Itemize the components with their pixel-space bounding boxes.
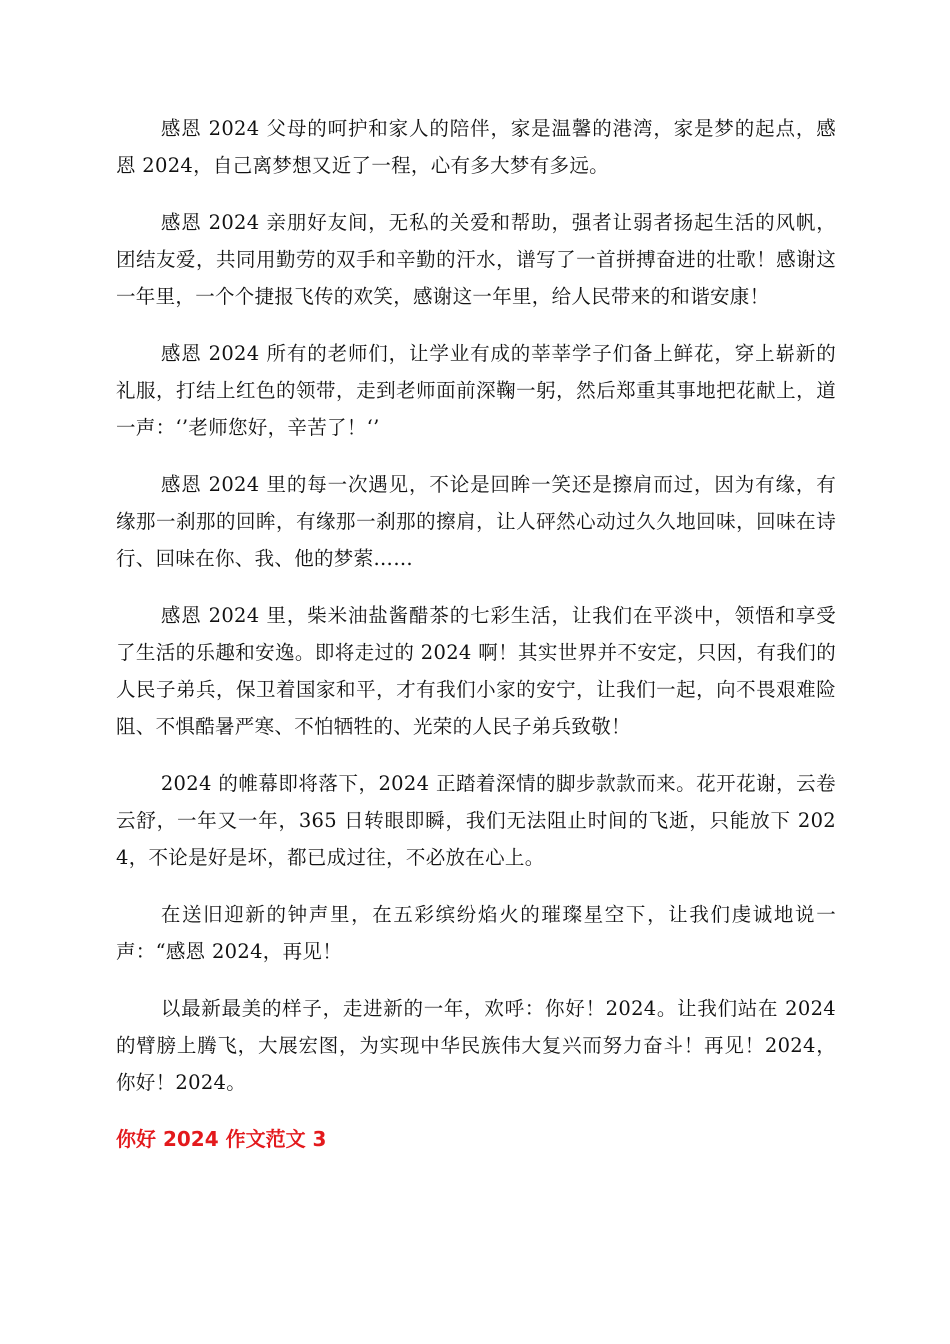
paragraph-1: 感恩 2024 父母的呵护和家人的陪伴，家是温馨的港湾，家是梦的起点，感恩 2024，自己离梦想又近了一程，心有多大梦有多远。 xyxy=(116,117,836,177)
paragraph-5: 感恩 2024 里，柴米油盐酱醋茶的七彩生活，让我们在平淡中，领悟和享受了生活的乐趣和安逸。即将走过的 2024 啊！其实世界并不安定，只因，有我们的人民子弟兵，保卫着国家和平，才有我们小家的安宁，让我们一起，向不畏艰难险阻、不惧酷暑严寒、不怕牺牲的、光荣的人民子弟兵致敬！ xyxy=(116,604,836,738)
paragraph-7: 在送旧迎新的钟声里，在五彩缤纷焰火的璀璨星空下，让我们虔诚地说一声：“感恩 2024，再见！ xyxy=(116,903,836,963)
paragraph-6: 2024 的帷幕即将落下，2024 正踏着深情的脚步款款而来。花开花谢，云卷云舒，一年又一年，365 日转眼即瞬，我们无法阻止时间的飞逝，只能放下 2024，不论是好是坏，都已成过往，不必放在心上。 xyxy=(116,772,836,869)
paragraph-3: 感恩 2024 所有的老师们，让学业有成的莘莘学子们备上鲜花，穿上崭新的礼服，打结上红色的领带，走到老师面前深鞠一躬，然后郑重其事地把花献上，道一声：‘’老师您好，辛苦了！‘’ xyxy=(116,342,836,439)
paragraph-8: 以最新最美的样子，走进新的一年，欢呼：你好！2024。让我们站在 2024 的臂膀上腾飞，大展宏图，为实现中华民族伟大复兴而努力奋斗！再见！2024，你好！2024。 xyxy=(116,997,836,1094)
paragraph-2: 感恩 2024 亲朋好友间，无私的关爱和帮助，强者让弱者扬起生活的风帆，团结友爱，共同用勤劳的双手和辛勤的汗水，谱写了一首拼搏奋进的壮歌！感谢这一年里，一个个捷报飞传的欢笑，感谢这一年里，给人民带来的和谐安康！ xyxy=(116,211,836,308)
document-body xyxy=(116,110,836,1158)
section-heading: 你好 2024 作文范文 3 xyxy=(116,1127,327,1151)
paragraph-4: 感恩 2024 里的每一次遇见，不论是回眸一笑还是擦肩而过，因为有缘，有缘那一刹那的回眸，有缘那一刹那的擦肩，让人砰然心动过久久地回味，回味在诗行、回味在你、我、他的梦萦…… xyxy=(116,473,836,570)
